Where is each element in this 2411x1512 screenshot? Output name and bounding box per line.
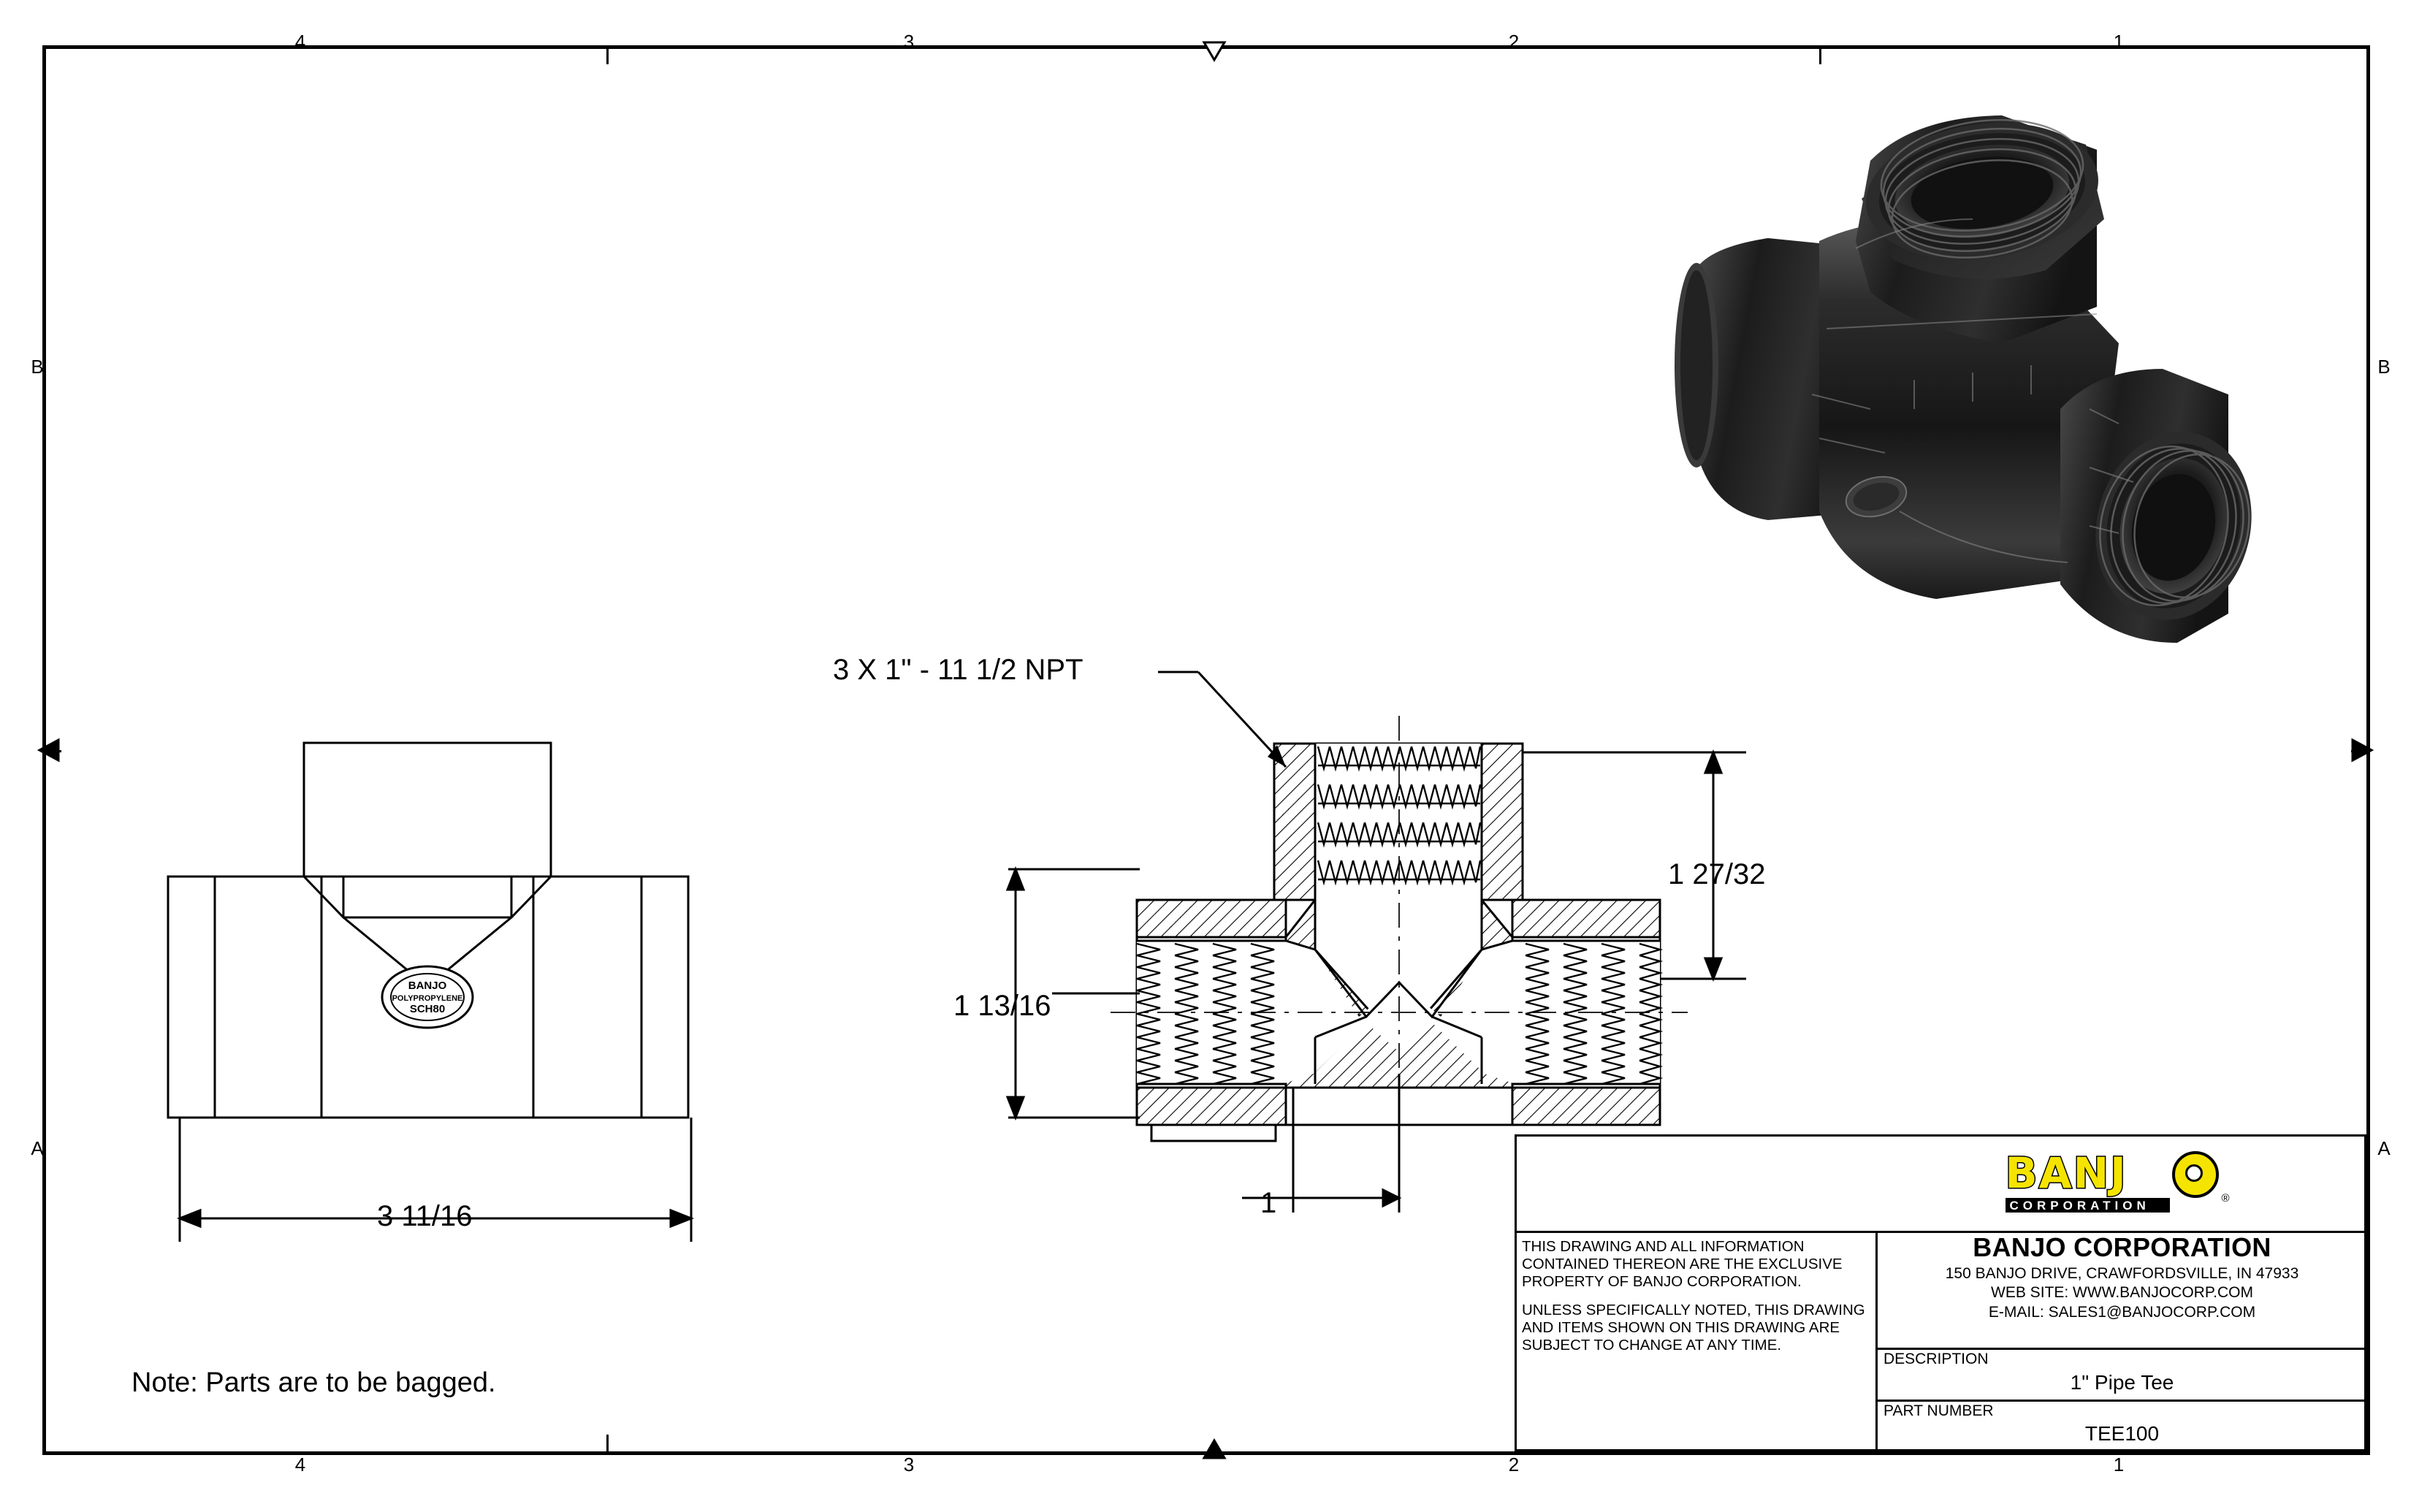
bagging-note: Note: Parts are to be bagged. xyxy=(132,1367,496,1398)
svg-text:BANJO: BANJO xyxy=(408,980,447,992)
logo-registered-icon: ® xyxy=(2221,1192,2230,1204)
logo-o-icon xyxy=(2172,1151,2219,1198)
company-address-block xyxy=(1878,1264,2366,1322)
dim-width-label: 1 13/16 xyxy=(953,990,1051,1022)
dim-bore-label: 1 xyxy=(1260,1187,1277,1219)
zone-label-bottom-4: 4 xyxy=(294,1454,306,1475)
svg-text:POLYPROPYLENE: POLYPROPYLENE xyxy=(392,994,463,1003)
title-block-sep-2 xyxy=(1878,1348,2366,1350)
company-address: 150 BANJO DRIVE, CRAWFORDSVILLE, IN 47933 xyxy=(1945,1265,2299,1282)
zone-label-right-b: B xyxy=(2377,356,2391,378)
zone-label-top-1: 1 xyxy=(2113,31,2125,53)
zone-label-top-4: 4 xyxy=(294,31,306,53)
title-block-legal xyxy=(1515,1231,1878,1451)
legal-paragraph-2: UNLESS SPECIFICALLY NOTED, THIS DRAWING AND ITEMS SHOWN ON THIS DRAWING ARE SUBJECT TO CHANGE AT ANY TIME. xyxy=(1522,1302,1865,1353)
company-name: BANJO CORPORATION xyxy=(1973,1232,2271,1262)
thread-callout: 3 X 1" - 11 1/2 NPT xyxy=(833,654,1083,686)
svg-text:SCH80: SCH80 xyxy=(409,1003,446,1015)
part-number-value: TEE100 xyxy=(2084,1422,2160,1445)
description-value: 1" Pipe Tee xyxy=(2070,1371,2174,1394)
zone-label-bottom-2: 2 xyxy=(1508,1454,1520,1475)
logo-o-inner-icon xyxy=(2185,1164,2203,1182)
dim-overall-label: 3 11/16 xyxy=(377,1200,473,1232)
description-label: DESCRIPTION xyxy=(1884,1351,1989,1367)
zone-label-bottom-3: 3 xyxy=(903,1454,915,1475)
zone-label-bottom-1: 1 xyxy=(2113,1454,2125,1475)
dim-height-label: 1 27/32 xyxy=(1668,858,1766,890)
company-website: WEB SITE: WWW.BANJOCORP.COM xyxy=(1991,1284,2253,1302)
zone-label-top-3: 3 xyxy=(903,31,915,53)
title-block-sep-3 xyxy=(1878,1400,2366,1402)
legal-paragraph-1: THIS DRAWING AND ALL INFORMATION CONTAINED THEREON ARE THE EXCLUSIVE PROPERTY OF BANJO CORPORATION. xyxy=(1522,1238,1843,1290)
zone-label-top-2: 2 xyxy=(1508,31,1520,53)
logo-wordmark: BANJ xyxy=(2005,1148,2128,1198)
zone-label-left-a: A xyxy=(31,1137,44,1159)
banjo-logo xyxy=(1878,1134,2366,1231)
zone-label-right-a: A xyxy=(2377,1137,2391,1159)
part-number-label: PART NUMBER xyxy=(1884,1402,1994,1419)
company-email: E-MAIL: SALES1@BANJOCORP.COM xyxy=(1988,1303,2256,1321)
zone-label-left-b: B xyxy=(31,356,44,378)
logo-subtitle: CORPORATION xyxy=(2009,1199,2150,1213)
